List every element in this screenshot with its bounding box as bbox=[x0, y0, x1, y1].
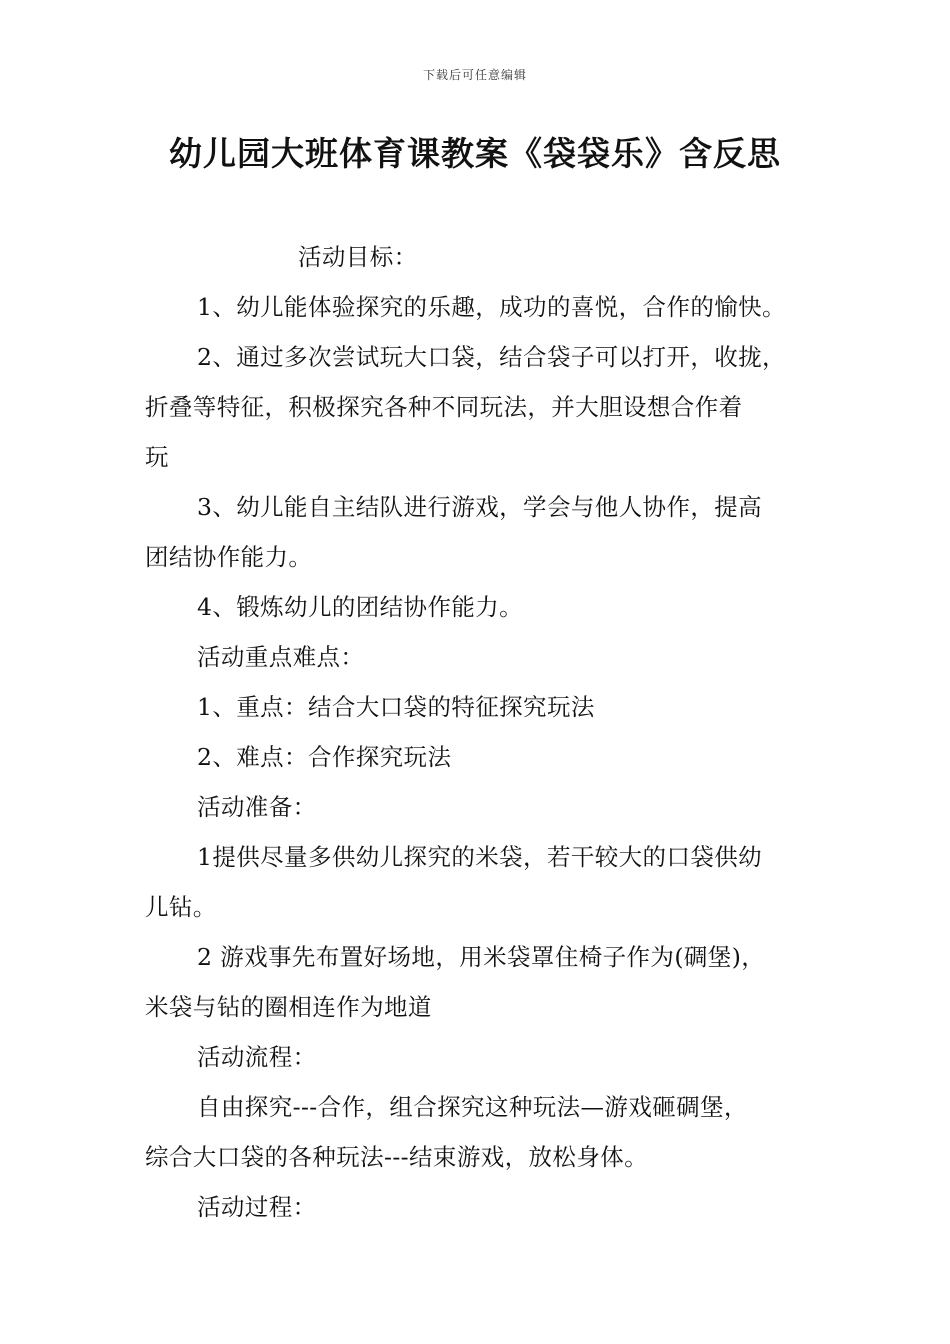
body-line: 4、锻炼幼儿的团结协作能力。 bbox=[197, 593, 524, 621]
body-line: 2、通过多次尝试玩大口袋，结合袋子可以打开，收拢， bbox=[197, 343, 786, 371]
body-line: 儿钻。 bbox=[145, 893, 217, 921]
header-note: 下载后可任意编辑 bbox=[422, 68, 527, 82]
body-line: 2 游戏事先布置好场地，用米袋罩住椅子作为(碉堡)， bbox=[197, 943, 766, 971]
body-line: 折叠等特征，积极探究各种不同玩法，并大胆设想合作着 bbox=[145, 393, 743, 421]
body-line: 1提供尽量多供幼儿探究的米袋，若干较大的口袋供幼 bbox=[197, 843, 763, 871]
section-heading-process: 活动过程： bbox=[197, 1193, 317, 1221]
section-heading-key-points: 活动重点难点： bbox=[197, 643, 365, 671]
section-heading-goals: 活动目标： bbox=[298, 243, 418, 271]
body-line: 1、幼儿能体验探究的乐趣，成功的喜悦，合作的愉快。 bbox=[197, 293, 786, 321]
body-line: 2、难点：合作探究玩法 bbox=[197, 743, 452, 771]
body-line: 自由探究---合作，组合探究这种玩法—游戏砸碉堡， bbox=[197, 1093, 748, 1121]
section-heading-preparation: 活动准备： bbox=[197, 793, 317, 821]
body-line: 玩 bbox=[145, 443, 169, 471]
body-line: 米袋与钻的圈相连作为地道 bbox=[145, 993, 432, 1021]
body-line: 综合大口袋的各种玩法---结束游戏，放松身体。 bbox=[145, 1143, 649, 1171]
body-line: 1、重点：结合大口袋的特征探究玩法 bbox=[197, 693, 595, 721]
document-title: 幼儿园大班体育课教案《袋袋乐》含反思 bbox=[169, 134, 781, 173]
body-line: 团结协作能力。 bbox=[145, 543, 313, 571]
section-heading-flow: 活动流程： bbox=[197, 1043, 317, 1071]
body-line: 3、幼儿能自主结队进行游戏，学会与他人协作，提高 bbox=[197, 493, 763, 521]
